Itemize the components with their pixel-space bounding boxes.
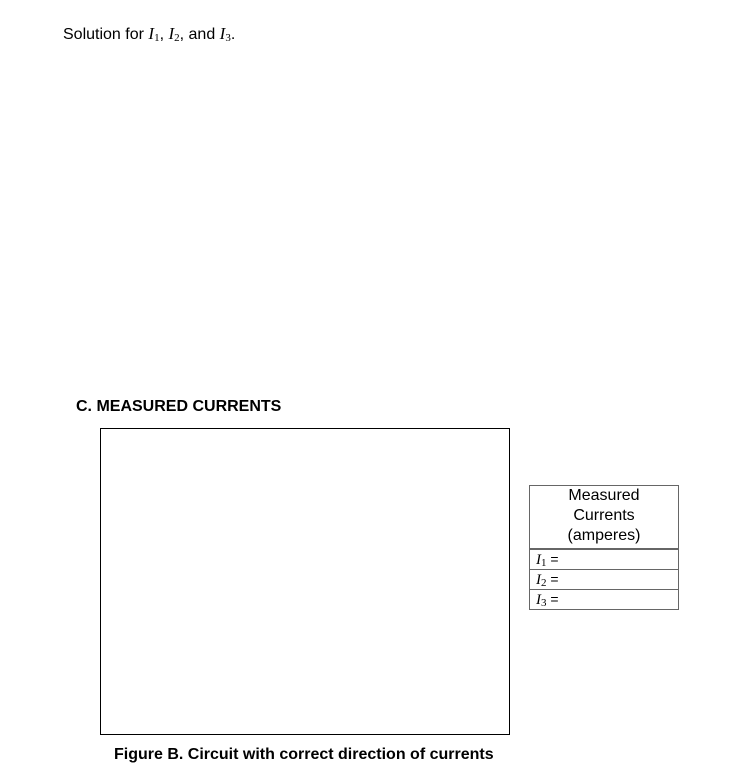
table-header-line: Currents [573,507,635,524]
table-header-line: (amperes) [567,527,641,544]
equals-sign: = [546,551,559,567]
measured-currents-table [529,485,679,610]
equals-sign: = [546,591,559,607]
section-heading: C. MEASURED CURRENTS [76,398,282,415]
variable-i3: $I_3$ [536,592,547,609]
variable-i3: $I_3$ [219,24,231,44]
variable-i1: $I_1$ [536,552,547,569]
equals-sign: = [546,571,559,587]
figure-caption: Figure B. Circuit with correct direction of currents [114,746,494,763]
variable-i1: $I_1$ [148,24,160,44]
table-row-i3 [530,589,678,609]
table-row-i1 [530,549,678,569]
table-header-line: Measured [568,487,640,504]
circuit-figure-box [100,428,510,735]
solution-prefix: Solution for [63,26,149,43]
variable-i2: $I_2$ [168,24,180,44]
variable-i2: $I_2$ [536,572,547,589]
table-row-i2 [530,569,678,589]
solution-instruction: Solution for $I_1$, $I_2$, and $I_3$. [63,24,236,44]
table-header [530,486,678,549]
